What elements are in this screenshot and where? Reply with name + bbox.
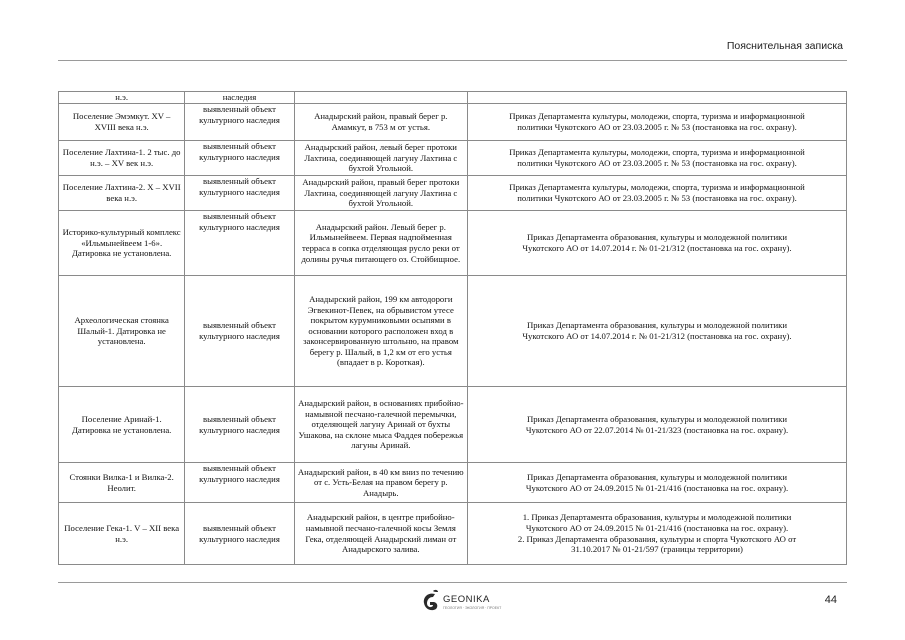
legal-document-line: 1. Приказ Департамента образования, культуры и молодежной политики xyxy=(522,512,792,523)
legal-document-line: Чукотского АО от 14.07.2014 г. № 01-21/312 (постановка на гос. охрану). xyxy=(522,243,792,253)
object-location-cell: Анадырский район, левый берег протоки Лахтина, соединяющей лагуну Лахтина с бухтой Угольной. xyxy=(294,141,467,176)
legal-document-cell xyxy=(468,276,847,387)
object-location-cell: Анадырский район, в центре прибойно-намывной песчано-галечной косы Земля Гека, отделяющей Анадырский лиман от Анадырского залива. xyxy=(294,503,467,565)
legal-document-line: Чукотского АО от 22.07.2014 № 01-21/323 (постановка на гос. охрану). xyxy=(525,424,789,435)
legal-document-line: политики Чукотского АО от 23.03.2005 г. № 53 (постановка на гос. охрану). xyxy=(517,122,797,132)
object-status-cell: выявленный объект культурного наследия xyxy=(185,141,294,176)
logo-wordmark: GEONIKA xyxy=(443,594,490,605)
legal-document-line: 31.10.2017 № 01-21/597 (границы территории) xyxy=(571,544,743,555)
object-location-cell: Анадырский район. Левый берег р. Ильмынейвеем. Первая надпойменная терраса в сопка отделяющая русло реки от долины ручья питающего оз. Стойбищное. xyxy=(294,211,467,276)
geonika-logo-icon xyxy=(421,589,441,615)
object-name-cell: Поселение Гека-1. V – XII века н.э. xyxy=(59,503,185,565)
legal-document-line: Приказ Департамента культуры, молодежи, спорта, туризма и информационной xyxy=(509,111,805,122)
legal-document-line: Чукотского АО от 24.09.2015 № 01-21/416 (постановка на гос. охрану). xyxy=(525,522,789,533)
table-row xyxy=(59,387,847,463)
legal-document-cell xyxy=(468,503,847,565)
legal-document-line: Приказ Департамента культуры, молодежи, спорта, туризма и информационной xyxy=(509,182,805,193)
object-location-cell xyxy=(294,92,467,104)
object-status-cell: наследия xyxy=(185,92,294,104)
legal-document-line: Приказ Департамента образования, культуры и молодежной политики xyxy=(527,232,787,243)
legal-document-line: Чукотского АО от 24.09.2015 № 01-21/416 (постановка на гос. охрану). xyxy=(525,482,789,493)
object-status-cell: выявленный объект культурного наследия xyxy=(185,387,294,463)
table-row xyxy=(59,503,847,565)
document-header-title: Пояснительная записка xyxy=(726,40,843,52)
page-number: 44 xyxy=(824,594,837,606)
object-name-cell: Поселение Аринай-1. Датировка не установлена. xyxy=(59,387,185,463)
legal-document-cell xyxy=(468,211,847,276)
object-location-cell: Анадырский район, в основаниях прибойно-намывной песчано-галечной перемычки, отделяющей лагуну Аринай от бухты Ушакова, на склоне мыса Фаддея побережья лагуны Аринай. xyxy=(294,387,467,463)
legal-document-cell xyxy=(468,463,847,503)
object-status-cell: выявленный объект культурного наследия xyxy=(185,276,294,387)
object-name-cell: Стоянки Вилка-1 и Вилка-2. Неолит. xyxy=(59,463,185,503)
legal-document-line: Приказ Департамента образования, культуры и молодежной политики xyxy=(527,413,787,424)
legal-document-line: политики Чукотского АО от 23.03.2005 г. № 53 (постановка на гос. охрану). xyxy=(517,158,797,168)
object-name-cell: н.э. xyxy=(59,92,185,104)
legal-document-cell xyxy=(468,176,847,211)
legal-document-cell xyxy=(468,387,847,463)
legal-document-cell xyxy=(468,141,847,176)
legal-document-line: Чукотского АО от 14.07.2014 г. № 01-21/312 (постановка на гос. охрану). xyxy=(522,331,792,341)
legal-document-line: 2. Приказ Департамента образования, культуры и спорта Чукотского АО от xyxy=(517,533,797,544)
footer-rule xyxy=(58,582,847,583)
table-row xyxy=(59,104,847,141)
legal-document-line: Приказ Департамента образования, культуры и молодежной политики xyxy=(527,320,787,331)
legal-document-cell xyxy=(468,92,847,104)
legal-document-line: Приказ Департамента образования, культуры и молодежной политики xyxy=(527,471,787,482)
object-status-cell: выявленный объект культурного наследия xyxy=(185,211,294,276)
object-location-cell: Анадырский район, правый берег протоки Лахтина, соединяющей лагуну Лахтина с бухтой Угольной. xyxy=(294,176,467,211)
legal-document-line: политики Чукотского АО от 23.03.2005 г. № 53 (постановка на гос. охрану). xyxy=(517,193,797,203)
heritage-register-table xyxy=(58,91,847,565)
legal-document-cell xyxy=(468,104,847,141)
table-row xyxy=(59,463,847,503)
object-name-cell: Историко-культурный комплекс «Ильмынейвеем 1-6». Датировка не установлена. xyxy=(59,211,185,276)
table-row xyxy=(59,276,847,387)
object-name-cell: Археологическая стоянка Шалый-1. Датировка не установлена. xyxy=(59,276,185,387)
object-name-cell: Поселение Эмэмкут. XV – XVIII века н.э. xyxy=(59,104,185,141)
table-row xyxy=(59,211,847,276)
object-name-cell: Поселение Лахтина-2. X – XVII века н.э. xyxy=(59,176,185,211)
object-status-cell: выявленный объект культурного наследия xyxy=(185,503,294,565)
table-row xyxy=(59,141,847,176)
object-status-cell: выявленный объект культурного наследия xyxy=(185,176,294,211)
table-row xyxy=(59,176,847,211)
legal-document-line: Приказ Департамента культуры, молодежи, спорта, туризма и информационной xyxy=(509,147,805,158)
object-location-cell: Анадырский район, правый берег р. Амамкут, в 753 м от устья. xyxy=(294,104,467,141)
object-location-cell: Анадырский район, в 40 км вниз по течению от с. Усть-Белая на правом берегу р. Анадырь. xyxy=(294,463,467,503)
geonika-logo xyxy=(421,589,501,617)
object-status-cell: выявленный объект культурного наследия xyxy=(185,463,294,503)
header-rule xyxy=(58,60,847,61)
table-row xyxy=(59,92,847,104)
object-status-cell: выявленный объект культурного наследия xyxy=(185,104,294,141)
object-location-cell: Анадырский район, 199 км автодороги Эгвекинот-Певек, на обрывистом утесе покрытом курумниковыми осыпями в основании которого расположен вход в законсервированную штольню, на правом берегу р. Шалый, в 1,2 км от его устья (впадает в р. Короткая). xyxy=(294,276,467,387)
object-name-cell: Поселение Лахтина-1. 2 тыс. до н.э. – XV век н.э. xyxy=(59,141,185,176)
logo-tagline: ГЕОЛОГИЯ · ЭКОЛОГИЯ · ПРОЕКТ xyxy=(443,606,502,610)
